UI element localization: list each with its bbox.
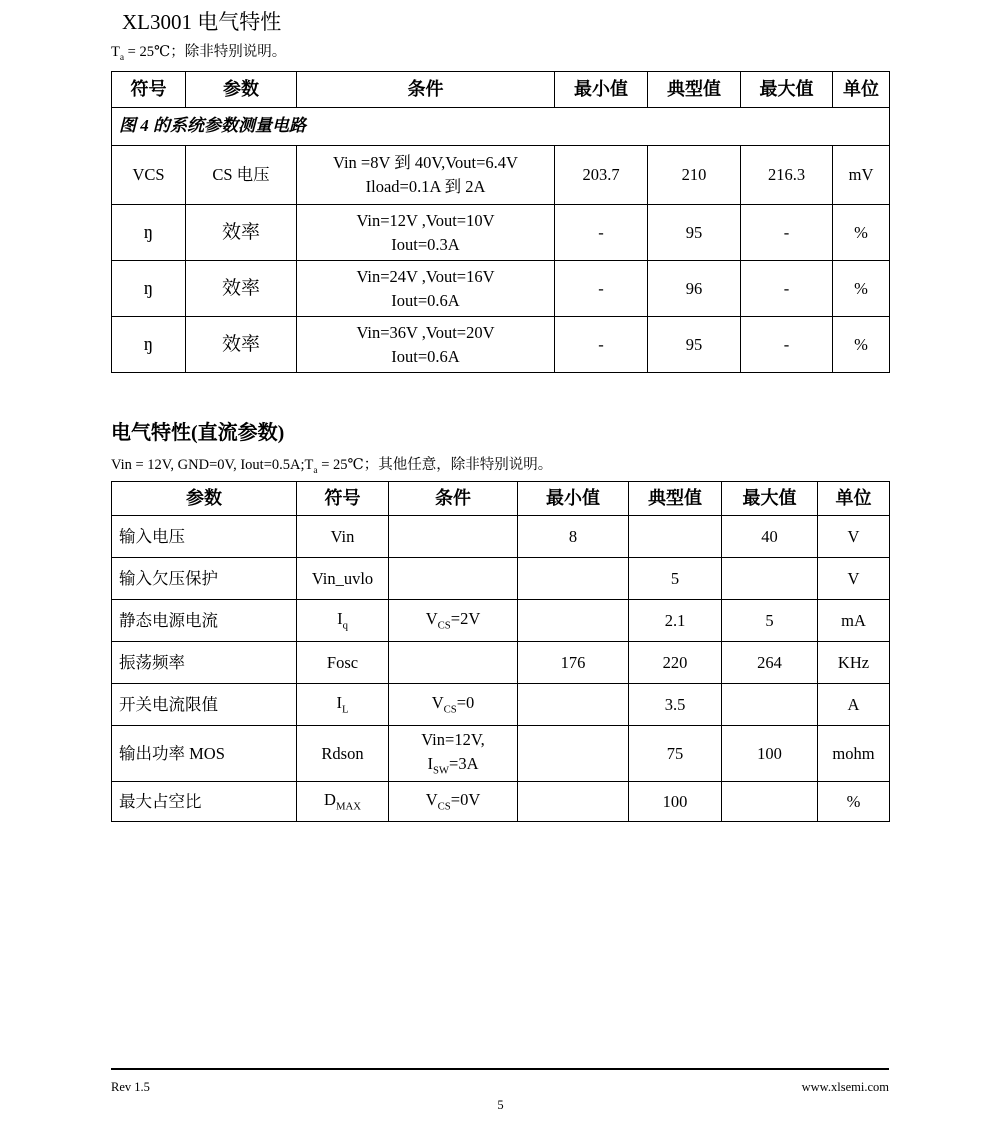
- max-cell: -: [741, 205, 833, 261]
- typ-cell: 96: [648, 261, 741, 317]
- symbol-cell: Vin: [297, 516, 389, 558]
- max-cell: 100: [722, 726, 818, 782]
- symbol-base: I: [337, 609, 343, 629]
- header-cell: 条件: [389, 482, 518, 516]
- min-cell: -: [555, 261, 648, 317]
- table-row: [112, 684, 890, 726]
- header-cell: 条件: [297, 72, 555, 108]
- unit-cell: KHz: [818, 642, 890, 684]
- symbol-cell: ŋ: [112, 317, 186, 373]
- typ-cell: 210: [648, 146, 741, 205]
- max-cell: [722, 782, 818, 822]
- typ-cell: 2.1: [629, 600, 722, 642]
- condition-cell: [297, 146, 555, 205]
- min-cell: [518, 684, 629, 726]
- symbol-cell: [297, 684, 389, 726]
- symbol-base: I: [336, 693, 342, 713]
- condition-line: Vin=12V ,Vout=10V: [356, 210, 495, 230]
- condition-line: Vin=36V ,Vout=20V: [356, 322, 495, 342]
- dc-params-table: [111, 481, 890, 822]
- condition-cell: [389, 516, 518, 558]
- symbol-base: D: [324, 790, 336, 810]
- section-title: 电气特性(直流参数): [111, 422, 285, 444]
- min-cell: -: [555, 205, 648, 261]
- symbol-cell: Vin_uvlo: [297, 558, 389, 600]
- param-cell: 开关电流限值: [112, 684, 297, 726]
- cond-rest: = 25℃；其他任意，除非特别说明。: [317, 457, 553, 473]
- section-label: 图 4 的系统参数测量电路: [112, 108, 890, 146]
- min-cell: 176: [518, 642, 629, 684]
- header-cell: 最小值: [555, 72, 648, 108]
- param-cell: 效率: [186, 205, 297, 261]
- condition-cell: [389, 782, 518, 822]
- typ-cell: 100: [629, 782, 722, 822]
- footer-revision: Rev 1.5: [111, 1080, 150, 1094]
- param-cell: 效率: [186, 317, 297, 373]
- table-row: [112, 516, 890, 558]
- footer-url: www.xlsemi.com: [801, 1080, 889, 1094]
- param-cell: 最大占空比: [112, 782, 297, 822]
- condition-line: Vin=24V ,Vout=16V: [356, 266, 495, 286]
- condition-cell: [297, 261, 555, 317]
- header-cell: 参数: [112, 482, 297, 516]
- header-cell: 参数: [186, 72, 297, 108]
- cond-t: T: [111, 44, 120, 60]
- header-cell: 符号: [297, 482, 389, 516]
- condition-line: Iout=0.3A: [391, 234, 460, 254]
- condition-line: Iout=0.6A: [391, 290, 460, 310]
- max-cell: -: [741, 317, 833, 373]
- symbol-sub: MAX: [335, 800, 361, 813]
- param-cell: 输入欠压保护: [112, 558, 297, 600]
- table-row: [112, 642, 890, 684]
- min-cell: [518, 558, 629, 600]
- cond-sub: CS: [443, 703, 457, 716]
- unit-cell: %: [833, 317, 890, 373]
- min-cell: 203.7: [555, 146, 648, 205]
- header-cell: 典型值: [629, 482, 722, 516]
- min-cell: -: [555, 317, 648, 373]
- cond-base: V: [425, 790, 438, 810]
- symbol-cell: Rdson: [297, 726, 389, 782]
- cond-base: V: [431, 693, 444, 713]
- condition-cell: [297, 317, 555, 373]
- unit-cell: mohm: [818, 726, 890, 782]
- min-cell: [518, 726, 629, 782]
- cond-post: =3A: [449, 754, 479, 774]
- condition-line: Iload=0.1A 到 2A: [365, 177, 486, 196]
- header-cell: 单位: [833, 72, 890, 108]
- param-cell: 静态电源电流: [112, 600, 297, 642]
- unit-cell: V: [818, 516, 890, 558]
- symbol-sub: q: [342, 619, 348, 632]
- cond-rest: = 25℃；除非特别说明。: [124, 44, 287, 60]
- condition-line: Iout=0.6A: [391, 346, 460, 366]
- min-cell: 8: [518, 516, 629, 558]
- min-cell: [518, 782, 629, 822]
- param-cell: 输出功率 MOS: [112, 726, 297, 782]
- header-cell: 单位: [818, 482, 890, 516]
- table-row: [112, 782, 890, 822]
- min-cell: [518, 600, 629, 642]
- symbol-cell: [297, 782, 389, 822]
- symbol-sub: L: [341, 703, 349, 716]
- cond-post: =0: [456, 693, 475, 713]
- footer-divider: [111, 1068, 889, 1070]
- table-row: [112, 146, 890, 205]
- system-params-table: [111, 71, 890, 373]
- table-row: [112, 205, 890, 261]
- symbol-cell: Fosc: [297, 642, 389, 684]
- typ-cell: 3.5: [629, 684, 722, 726]
- header-cell: 典型值: [648, 72, 741, 108]
- param-cell: 振荡频率: [112, 642, 297, 684]
- table-header-row: [112, 482, 890, 516]
- param-cell: 输入电压: [112, 516, 297, 558]
- table-row: [112, 600, 890, 642]
- unit-cell: mA: [818, 600, 890, 642]
- cond-pre: Vin = 12V, GND=0V, Iout=0.5A;T: [111, 457, 314, 473]
- condition-line: [393, 752, 513, 779]
- table-header-row: [112, 72, 890, 108]
- condition-line: Vin=12V,: [421, 730, 485, 750]
- condition-cell: [297, 205, 555, 261]
- section-row: [112, 108, 890, 146]
- symbol-cell: ŋ: [112, 205, 186, 261]
- max-cell: [722, 684, 818, 726]
- max-cell: 40: [722, 516, 818, 558]
- typ-cell: 95: [648, 317, 741, 373]
- max-cell: 5: [722, 600, 818, 642]
- typ-cell: [629, 516, 722, 558]
- cond-post: =0V: [450, 790, 481, 810]
- table-row: [112, 558, 890, 600]
- condition-cell: [389, 684, 518, 726]
- header-cell: 最小值: [518, 482, 629, 516]
- condition-line: Vin =8V 到 40V,Vout=6.4V: [333, 153, 518, 173]
- conditions-note-1: [111, 40, 286, 63]
- unit-cell: %: [818, 782, 890, 822]
- header-cell: 最大值: [741, 72, 833, 108]
- table-row: [112, 726, 890, 782]
- typ-cell: 220: [629, 642, 722, 684]
- cond-sub: CS: [437, 619, 451, 632]
- condition-cell: [389, 726, 518, 782]
- typ-cell: 75: [629, 726, 722, 782]
- condition-cell: [389, 558, 518, 600]
- typ-cell: 5: [629, 558, 722, 600]
- unit-cell: A: [818, 684, 890, 726]
- cond-sub: a: [119, 52, 125, 63]
- symbol-cell: VCS: [112, 146, 186, 205]
- unit-cell: %: [833, 261, 890, 317]
- param-cell: 效率: [186, 261, 297, 317]
- table-row: [112, 317, 890, 373]
- unit-cell: %: [833, 205, 890, 261]
- condition-cell: [389, 600, 518, 642]
- max-cell: 216.3: [741, 146, 833, 205]
- cond-base: V: [425, 609, 438, 629]
- max-cell: 264: [722, 642, 818, 684]
- max-cell: -: [741, 261, 833, 317]
- unit-cell: V: [818, 558, 890, 600]
- typ-cell: 95: [648, 205, 741, 261]
- header-cell: 符号: [112, 72, 186, 108]
- symbol-cell: ŋ: [112, 261, 186, 317]
- condition-cell: [389, 642, 518, 684]
- cond-base: I: [427, 754, 433, 774]
- cond-post: =2V: [450, 609, 481, 629]
- conditions-note-2: [111, 453, 552, 476]
- header-cell: 最大值: [722, 482, 818, 516]
- page-number: 5: [497, 1098, 504, 1112]
- cond-sub: CS: [437, 800, 451, 813]
- page-title: XL3001 电气特性: [122, 10, 282, 34]
- cond-sub: SW: [432, 764, 450, 777]
- max-cell: [722, 558, 818, 600]
- cond-sub: a: [313, 465, 318, 476]
- symbol-cell: [297, 600, 389, 642]
- param-cell: CS 电压: [186, 146, 297, 205]
- table-row: [112, 261, 890, 317]
- unit-cell: mV: [833, 146, 890, 205]
